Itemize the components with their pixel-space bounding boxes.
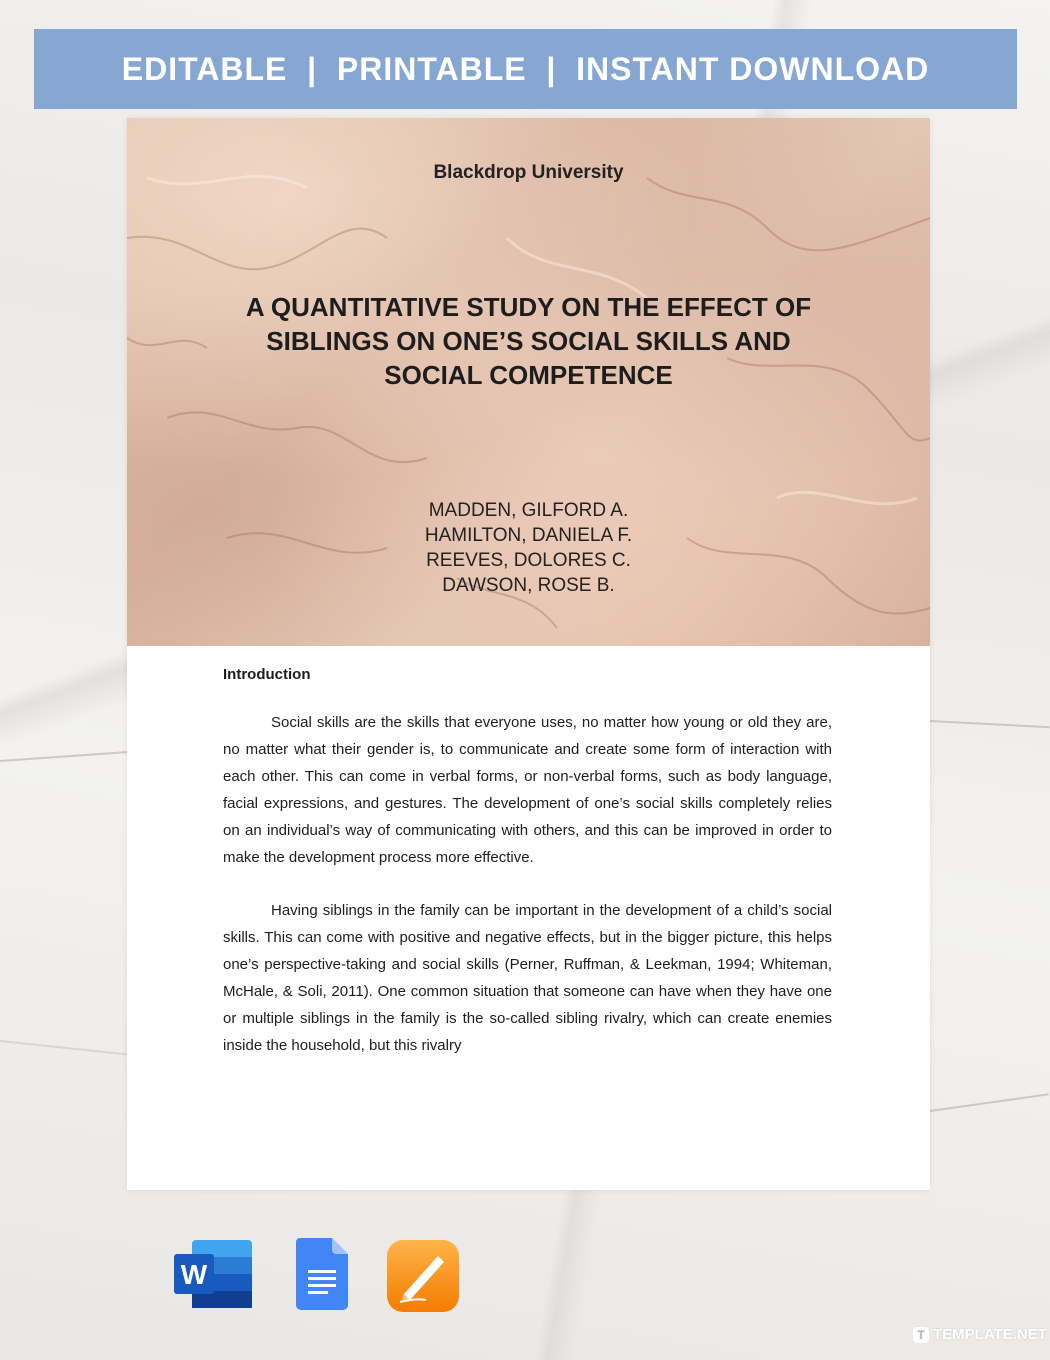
author-name: DAWSON, ROSE B. <box>442 575 615 596</box>
template-net-logo <box>913 1326 1047 1343</box>
body-paragraph: Social skills are the skills that everyone uses, no matter how young or old they are, no matter what their gender is, to communicate and create some form of interaction with each other. This can come in verbal forms, or non-verbal forms, such as body language, facial expressions, and gestures. The development of one’s social skills completely relies on an individual’s way of communicating with others, and this can be improved in order to make the development process more effective. <box>223 714 832 866</box>
author-name: MADDEN, GILFORD A. <box>428 500 629 521</box>
document-title: A QUANTITATIVE STUDY ON THE EFFECT OF SIBLINGS ON ONE’S SOCIAL SKILLS AND SOCIAL COMPETENCE <box>245 292 812 390</box>
marble-vein <box>0 1040 127 1055</box>
university-name: Blackdrop University <box>433 162 624 183</box>
author-list <box>127 498 930 598</box>
apple-pages-icon[interactable] <box>386 1240 460 1312</box>
microsoft-word-icon[interactable] <box>174 1238 254 1310</box>
word-icon-letter: W <box>180 1259 208 1290</box>
google-docs-icon[interactable] <box>296 1238 348 1310</box>
brand-mark-icon: T <box>913 1327 929 1343</box>
document-page <box>127 118 930 1190</box>
body-paragraph: Having siblings in the family can be important in the development of a child’s social skills. This can come with positive and negative effects, but in the bigger picture, this helps one’s perspective-taking and social skills (Perner, Ruffman, & Leekman, 1994; Whiteman, McHale, & Soli, 2011). One common situation that someone can have when they have one or multiple siblings in the family is the so-called sibling rivalry, which can create enemies inside the household, but this rivalry <box>223 902 832 1054</box>
feature-banner <box>34 29 1017 109</box>
brand-name: TEMPLATE.NET <box>933 1326 1047 1343</box>
author-name: HAMILTON, DANIELA F. <box>424 525 633 546</box>
marble-vein <box>0 751 130 762</box>
marble-vein <box>930 720 1050 728</box>
author-name: REEVES, DOLORES C. <box>426 550 631 571</box>
section-heading: Introduction <box>223 666 311 683</box>
document-body <box>223 666 832 1085</box>
banner-text: EDITABLE | PRINTABLE | INSTANT DOWNLOAD <box>121 50 930 87</box>
cover-section <box>127 118 930 646</box>
marble-vein <box>930 1093 1049 1112</box>
